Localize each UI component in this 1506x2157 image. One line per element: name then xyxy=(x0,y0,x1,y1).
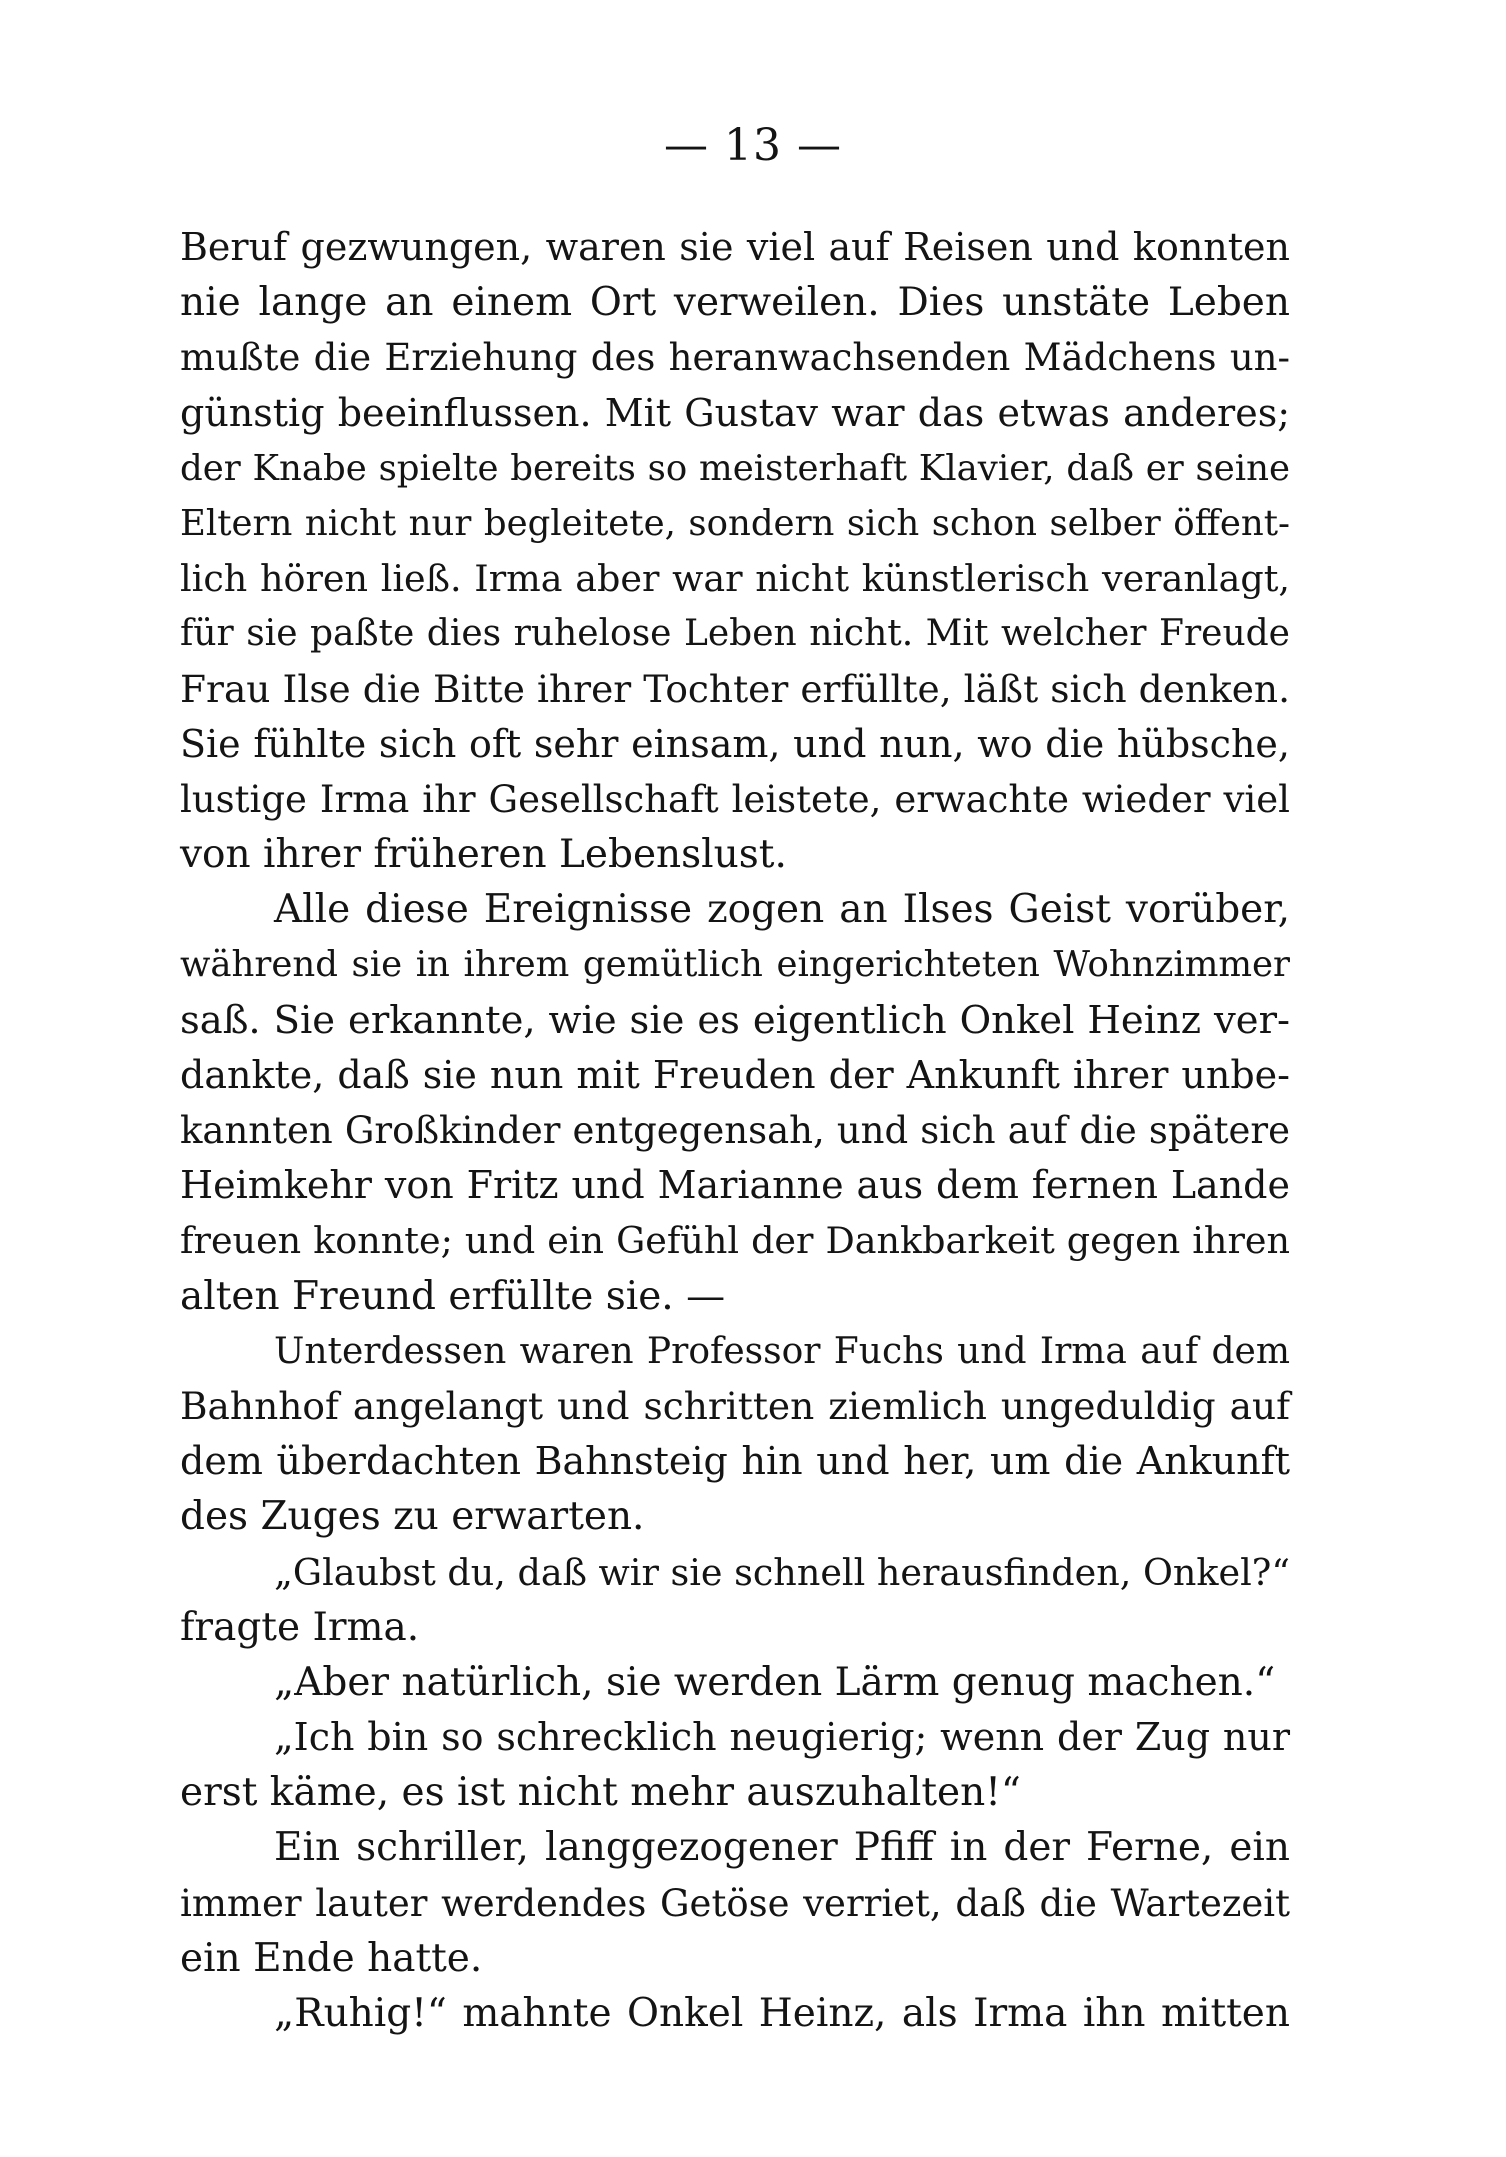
text-line: saß. Sie erkannte, wie sie es eigentlich Onkel Heinz ver- xyxy=(180,997,1290,1043)
text-line: Alle diese Ereignisse zogen an Ilses Geist vorüber, xyxy=(274,887,1290,933)
text-line: „Glaubst du, daß wir sie schnell herausfinden, Onkel?“ xyxy=(274,1550,1291,1594)
text-line: „Ich bin so schrecklich neugierig; wenn der Zug nur xyxy=(274,1715,1290,1760)
text-line: lustige Irma ihr Gesellschaft leistete, erwachte wieder viel xyxy=(180,777,1290,821)
body-text xyxy=(180,220,1290,2041)
text-line: mußte die Erziehung des heranwachsenden Mädchens un- xyxy=(180,336,1290,380)
text-line: Beruf gezwungen, waren sie viel auf Reisen und konnten xyxy=(180,225,1290,269)
text-line: dem überdachten Bahnsteig hin und her, um die Ankunft xyxy=(180,1439,1290,1484)
text-line: Ein schriller, langgezogener Pfiff in der Ferne, ein xyxy=(274,1825,1290,1871)
text-line: lich hören ließ. Irma aber war nicht künstlerisch veranlagt, xyxy=(180,557,1290,601)
text-line: kannten Großkinder entgegensah, und sich auf die spätere xyxy=(180,1109,1290,1152)
text-line: nie lange an einem Ort verweilen. Dies unstäte Leben xyxy=(180,280,1290,326)
text-line: Sie fühlte sich oft sehr einsam, und nun, wo die hübsche, xyxy=(180,721,1290,766)
text-line: alten Freund erfüllte sie. — xyxy=(180,1273,726,1319)
text-line: „Aber natürlich, sie werden Lärm genug machen.“ xyxy=(274,1659,1276,1705)
text-line: erst käme, es ist nicht mehr auszuhalten!“ xyxy=(180,1770,1021,1816)
text-line: von ihrer früheren Lebenslust. xyxy=(180,832,787,878)
text-line: Heimkehr von Fritz und Marianne aus dem fernen Lande xyxy=(180,1163,1290,1208)
text-line: der Knabe spielte bereits so meisterhaft Klavier, daß er seine xyxy=(180,447,1290,489)
text-line: Eltern nicht nur begleitete, sondern sich schon selber öffent- xyxy=(180,502,1290,544)
text-line: Frau Ilse die Bitte ihrer Tochter erfüllte, läßt sich denken. xyxy=(180,666,1290,711)
text-line: Bahnhof angelangt und schritten ziemlich ungeduldig auf xyxy=(180,1383,1290,1428)
text-line: dankte, daß sie nun mit Freuden der Ankunft ihrer unbe- xyxy=(180,1052,1290,1097)
text-line: immer lauter werdendes Getöse verriet, daß die Wartezeit xyxy=(180,1881,1290,1925)
text-line: ein Ende hatte. xyxy=(180,1935,483,1981)
text-line: während sie in ihrem gemütlich eingerichteten Wohnzimmer xyxy=(180,944,1290,986)
text-line: günstig beeinflussen. Mit Gustav war das etwas anderes; xyxy=(180,390,1290,435)
text-line: für sie paßte dies ruhelose Leben nicht. Mit welcher Freude xyxy=(180,613,1290,655)
text-line: Unterdessen waren Professor Fuchs und Irma auf dem xyxy=(274,1330,1290,1372)
text-line: fragte Irma. xyxy=(180,1604,420,1650)
text-line: des Zuges zu erwarten. xyxy=(180,1494,645,1540)
text-line: freuen konnte; und ein Gefühl der Dankbarkeit gegen ihren xyxy=(180,1219,1290,1263)
text-line: „Ruhig!“ mahnte Onkel Heinz, als Irma ihn mitten xyxy=(274,1991,1290,2036)
page-number: — 13 — xyxy=(664,120,842,171)
